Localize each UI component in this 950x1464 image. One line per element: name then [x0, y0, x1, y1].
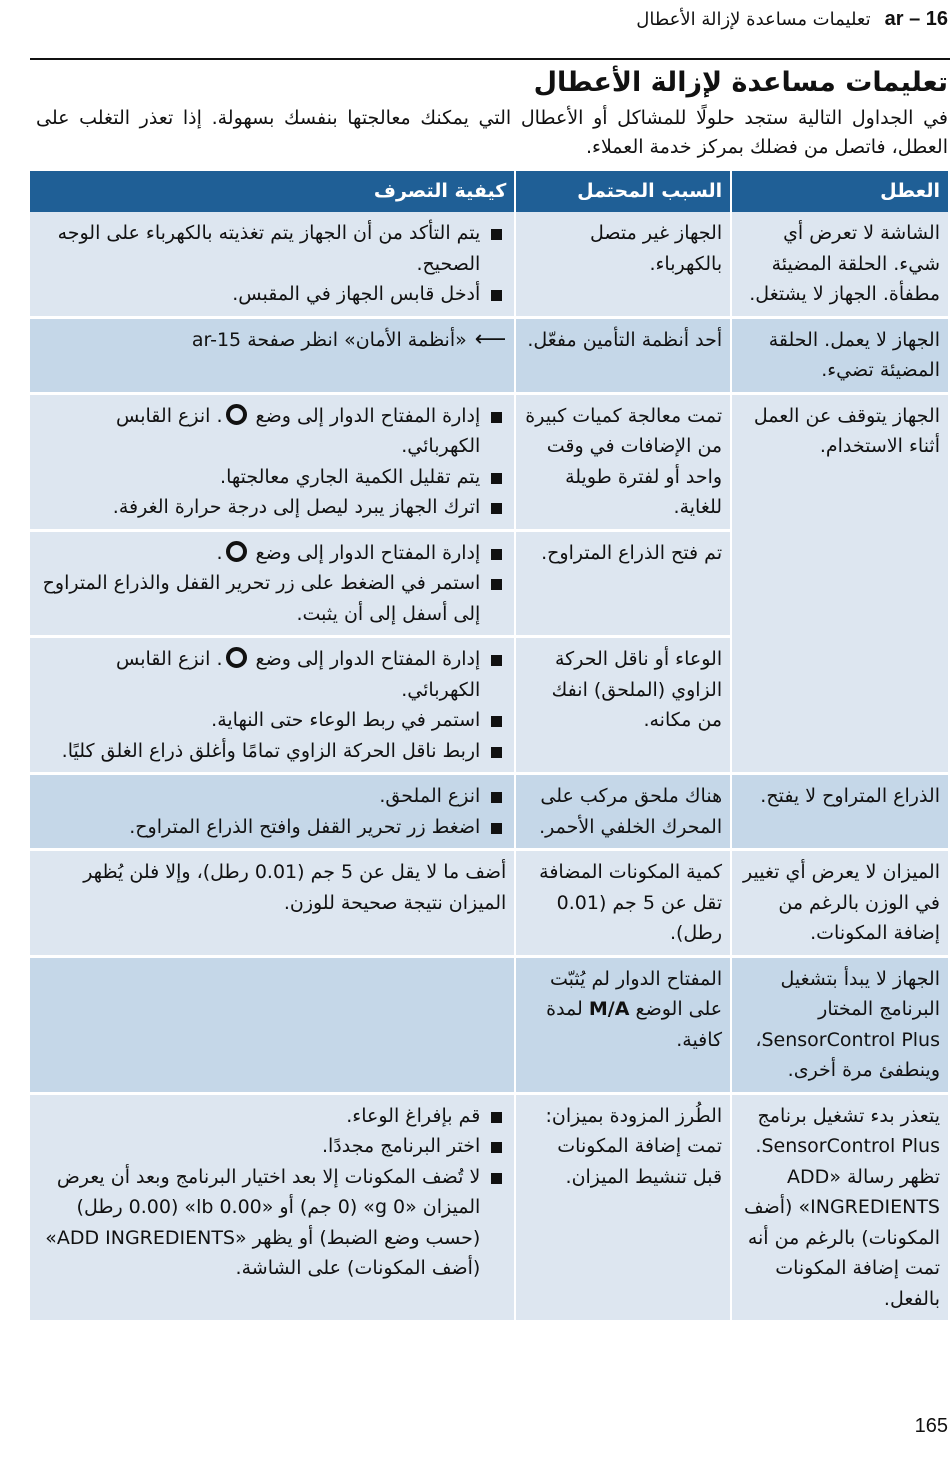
remedy-item: اترك الجهاز يبرد ليصل إلى درجة حرارة الغرفة. [36, 492, 506, 523]
table-header-row [30, 171, 948, 212]
intro-paragraph: في الجداول التالية ستجد حلولًا للمشاكل أو الأعطال التي يمكنك معالجتها بنفسك بسهولة. إذا تعذر التغلب على العطل، فاتصل من فضلك بمركز خدمة العملاء. [36, 107, 948, 158]
cause-cell: كمية المكونات المضافة تقل عن 5 جم (0.01 رطل). [515, 850, 731, 957]
remedy-cell [30, 774, 515, 850]
cause-cell: الجهاز غير متصل بالكهرباء. [515, 212, 731, 317]
remedy-item: لا تُضف المكونات إلا بعد اختيار البرنامج وبعد أن يعرض الميزان «0 g» (0 جم) أو «0.00 lb» (0.00 رطل) (حسب وضع الضبط) أو يظهر «ADD INGREDIENTS» (أضف المكونات) على الشاشة. [36, 1162, 506, 1284]
table-row [30, 317, 948, 393]
position-zero-icon [226, 541, 247, 562]
mode-label: M/A [588, 998, 630, 1020]
table-row [30, 956, 948, 1093]
header-cause: السبب المحتمل [515, 171, 731, 212]
header-remedy: كيفية التصرف [30, 171, 515, 212]
table-row [30, 393, 948, 530]
fault-cell: الجهاز لا يعمل. الحلقة المضيئة تضيء. [731, 317, 948, 393]
remedy-item: إدارة المفتاح الدوار إلى وضع . انزع القابس الكهربائي. [36, 644, 506, 705]
table-row [30, 212, 948, 317]
remedy-cell [30, 212, 515, 317]
remedy-cell [30, 317, 515, 393]
cross-reference: «أنظمة الأمان» انظر صفحة ar-15 [191, 328, 467, 351]
fault-cell: الجهاز لا يبدأ بتشغيل البرنامج المختار SensorControl Plus، وينطفئ مرة أخرى. [731, 956, 948, 1093]
page-label: ar – 16 [884, 7, 948, 30]
position-zero-icon [226, 404, 247, 425]
cause-cell: الوعاء أو ناقل الحركة الزاوي (الملحق) انفك من مكانه. [515, 637, 731, 774]
cause-cell: تم فتح الذراع المتراوح. [515, 530, 731, 637]
remedy-item: يتم تقليل الكمية الجاري معالجتها. [36, 462, 506, 493]
remedy-item: قم بإفراغ الوعاء. [36, 1101, 506, 1132]
remedy-cell [30, 530, 515, 637]
fault-cell: الشاشة لا تعرض أي شيء. الحلقة المضيئة مطفأة. الجهاز لا يشتغل. [731, 212, 948, 317]
table-row [30, 850, 948, 957]
cause-cell: الطُرز المزودة بميزان: تمت إضافة المكونات قبل تنشيط الميزان. [515, 1093, 731, 1322]
running-head [30, 6, 948, 32]
arrow-left-icon: ⟵ [474, 326, 507, 352]
running-section-title: تعليمات مساعدة لإزالة الأعطال [636, 8, 871, 30]
remedy-cell [30, 956, 515, 1093]
cause-cell: تمت معالجة كميات كبيرة من الإضافات في وقت واحد أو لفترة طويلة للغاية. [515, 393, 731, 530]
page-title: تعليمات مساعدة لإزالة الأعطال [533, 67, 948, 98]
remedy-item: انزع الملحق. [36, 781, 506, 812]
remedy-item: أدخل قابس الجهاز في المقبس. [36, 279, 506, 310]
remedy-item: اضغط زر تحرير القفل وافتح الذراع المتراوح. [36, 812, 506, 843]
fault-cell: الميزان لا يعرض أي تغيير في الوزن بالرغم من إضافة المكونات. [731, 850, 948, 957]
remedy-item: يتم التأكد من أن الجهاز يتم تغذيته بالكهرباء على الوجه الصحيح. [36, 218, 506, 279]
table-row [30, 1093, 948, 1322]
header-rule [30, 58, 950, 60]
remedy-cell: أضف ما لا يقل عن 5 جم (0.01 رطل)، وإلا فلن يُظهر الميزان نتيجة صحيحة للوزن. [30, 850, 515, 957]
remedy-cell [30, 637, 515, 774]
fault-cell: الجهاز يتوقف عن العمل أثناء الاستخدام. [731, 393, 948, 774]
fault-cell: الذراع المتراوح لا يفتح. [731, 774, 948, 850]
cause-cell: أحد أنظمة التأمين مفعّل. [515, 317, 731, 393]
header-fault: العطل [731, 171, 948, 212]
fault-cell: يتعذر بدء تشغيل برنامج SensorControl Plus. تظهر رسالة «ADD INGREDIENTS» (أضف المكونات) بالرغم من أنه تمت إضافة المكونات بالفعل. [731, 1093, 948, 1322]
cause-cell: المفتاح الدوار لم يُثبّت على الوضع M/A لمدة كافية. [515, 956, 731, 1093]
remedy-cell [30, 393, 515, 530]
remedy-item: اربط ناقل الحركة الزاوي تمامًا وأغلق ذراع الغلق كليًا. [36, 736, 506, 767]
cause-cell: هناك ملحق مركب على المحرك الخلفي الأحمر. [515, 774, 731, 850]
remedy-cell [30, 1093, 515, 1322]
remedy-item: استمر في الضغط على زر تحرير القفل والذراع المتراوح إلى أسفل إلى أن يثبت. [36, 568, 506, 629]
table-row [30, 774, 948, 850]
remedy-item: استمر في ربط الوعاء حتى النهاية. [36, 705, 506, 736]
remedy-item: اختر البرنامج مجددًا. [36, 1131, 506, 1162]
page-number: 165 [914, 1415, 948, 1437]
remedy-item: إدارة المفتاح الدوار إلى وضع . انزع القابس الكهربائي. [36, 401, 506, 462]
position-zero-icon [226, 647, 247, 668]
troubleshooting-table [30, 171, 948, 1323]
remedy-item: إدارة المفتاح الدوار إلى وضع . [36, 538, 506, 569]
